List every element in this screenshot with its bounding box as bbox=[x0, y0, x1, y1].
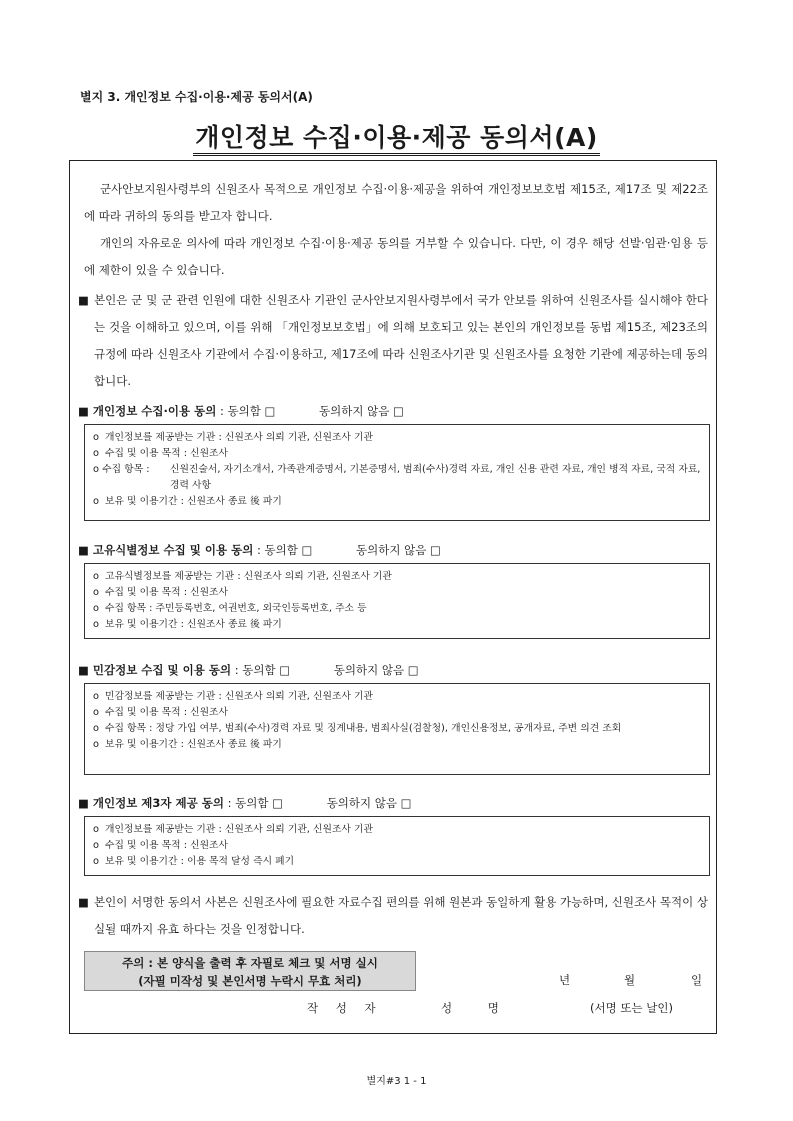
square-bullet-icon: ■ bbox=[78, 895, 89, 909]
notice-box bbox=[84, 951, 416, 991]
section-third-party-box bbox=[84, 816, 710, 876]
copy-statement-paragraph bbox=[78, 889, 708, 943]
list-item: o 보유 및 이용기간 : 신원조사 종료 後 파기 bbox=[93, 496, 282, 507]
list-item: o 수집 및 이용 목적 : 신원조사 bbox=[93, 448, 228, 459]
document-title-text: 개인정보 수집·이용·제공 동의서(A) bbox=[193, 123, 600, 156]
list-item: o 고유식별정보를 제공받는 기관 : 신원조사 의뢰 기관, 신원조사 기관 bbox=[93, 571, 392, 582]
list-item: o 수집 및 이용 목적 : 신원조사 bbox=[93, 587, 228, 598]
intro-paragraph-2: 개인의 자유로운 의사에 따라 개인정보 수집·이용·제공 동의를 거부할 수 있습니다. 다만, 이 경우 해당 선발·임관·임용 등에 제한이 있을 수 있습니다. bbox=[84, 236, 708, 277]
list-item: o 개인정보를 제공받는 기관 : 신원조사 의뢰 기관, 신원조사 기관 bbox=[93, 824, 373, 835]
intro-paragraph-1: 군사안보지원사령부의 신원조사 목적으로 개인정보 수집·이용·제공을 위하여 개인정보보호법 제15조, 제17조 및 제22조에 따라 귀하의 동의를 받고자 합니다. bbox=[84, 182, 708, 223]
date-year-label: 년 bbox=[559, 973, 571, 987]
disagree-checkbox[interactable]: 동의하지 않음 □ bbox=[319, 404, 404, 418]
list-item: o 개인정보를 제공받는 기관 : 신원조사 의뢰 기관, 신원조사 기관 bbox=[93, 432, 373, 443]
document-title bbox=[0, 118, 793, 154]
declaration-text: 본인은 군 및 군 관련 인원에 대한 신원조사 기관인 군사안보지원사령부에서 국가 안보를 위하여 신원조사를 실시해야 한다는 것을 이해하고 있으며, 이를 위해 「개인정보보호법」에 의해 보호되고 있는 본인의 개인정보를 동법 제15조, 제23조의 규정에 따라 신원조사 기관에서 수집·이용하고, 제17조에 따라 신원조사기관 및 신원조사를 요청한 기관에 제공하는데 동의합니다. bbox=[94, 293, 708, 388]
section-title: ■ 민감정보 수집 및 이용 동의 bbox=[78, 663, 232, 677]
disagree-checkbox[interactable]: 동의하지 않음 □ bbox=[356, 543, 441, 557]
section-personal-info-header bbox=[78, 403, 404, 419]
section-third-party-header bbox=[78, 795, 412, 811]
notice-line-2: (자필 미작성 및 본인서명 누락시 무효 처리) bbox=[138, 974, 362, 988]
square-bullet-icon: ■ bbox=[78, 293, 89, 307]
agree-checkbox[interactable]: : 동의함 □ bbox=[220, 404, 276, 418]
section-personal-info-box bbox=[84, 424, 710, 521]
list-item: o 수집 및 이용 목적 : 신원조사 bbox=[93, 840, 228, 851]
author-label: 작 성 자 bbox=[307, 1001, 383, 1015]
list-item: o 보유 및 이용기간 : 신원조사 종료 後 파기 bbox=[93, 619, 282, 630]
date-month-label: 월 bbox=[624, 973, 636, 987]
agree-checkbox[interactable]: : 동의함 □ bbox=[234, 663, 291, 677]
notice-line-1: 주의 : 본 양식을 출력 후 자필로 체크 및 서명 실시 bbox=[122, 956, 378, 970]
list-item: o 수집 항목 : 신원진술서, 자기소개서, 가족관계증명서, 기본증명서, 범죄(수사)경력 자료, 개인 신용 관련 자료, 개인 병적 자료, 국적 자료, 경력 사항 bbox=[93, 464, 701, 491]
list-item: o 민감정보를 제공받는 기관 : 신원조사 의뢰 기관, 신원조사 기관 bbox=[93, 691, 373, 702]
disagree-checkbox[interactable]: 동의하지 않음 □ bbox=[326, 796, 412, 810]
section-sensitive-info-box bbox=[84, 683, 710, 775]
agree-checkbox[interactable]: : 동의함 □ bbox=[256, 543, 313, 557]
section-sensitive-info-header bbox=[78, 662, 419, 678]
date-day-label: 일 bbox=[691, 973, 703, 987]
disagree-checkbox[interactable]: 동의하지 않음 □ bbox=[333, 663, 419, 677]
name-label: 성 명 bbox=[441, 1001, 515, 1015]
agree-checkbox[interactable]: : 동의함 □ bbox=[227, 796, 284, 810]
list-item: o 수집 항목 : 정당 가입 여부, 범죄(수사)경력 자료 및 징계내용, 범죄사실(검찰청), 개인신용정보, 공개자료, 주변 의견 조회 bbox=[93, 723, 622, 734]
annex-label: 별지 3. 개인정보 수집·이용·제공 동의서(A) bbox=[80, 90, 313, 104]
signature-hint: (서명 또는 날인) bbox=[590, 1001, 673, 1015]
section-title: ■ 개인정보 제3자 제공 동의 bbox=[78, 796, 224, 810]
declaration-paragraph bbox=[78, 287, 708, 395]
list-item: o 수집 항목 : 주민등록번호, 여권번호, 외국인등록번호, 주소 등 bbox=[93, 603, 367, 614]
section-unique-id-box bbox=[84, 563, 710, 639]
copy-statement-text: 본인이 서명한 동의서 사본은 신원조사에 필요한 자료수집 편의를 위해 원본과 동일하게 활용 가능하며, 신원조사 목적이 상실될 때까지 유효 하다는 것을 인정합니다. bbox=[94, 895, 708, 936]
page-footer: 별지#3 1 - 1 bbox=[366, 1076, 427, 1087]
section-title: ■ 고유식별정보 수집 및 이용 동의 bbox=[78, 543, 254, 557]
list-item: o 보유 및 이용기간 : 이용 목적 달성 즉시 폐기 bbox=[93, 856, 295, 867]
list-item: o 수집 및 이용 목적 : 신원조사 bbox=[93, 707, 228, 718]
list-item: o 보유 및 이용기간 : 신원조사 종료 後 파기 bbox=[93, 739, 282, 750]
section-unique-id-header bbox=[78, 542, 441, 558]
section-title: ■ 개인정보 수집·이용 동의 bbox=[78, 404, 217, 418]
